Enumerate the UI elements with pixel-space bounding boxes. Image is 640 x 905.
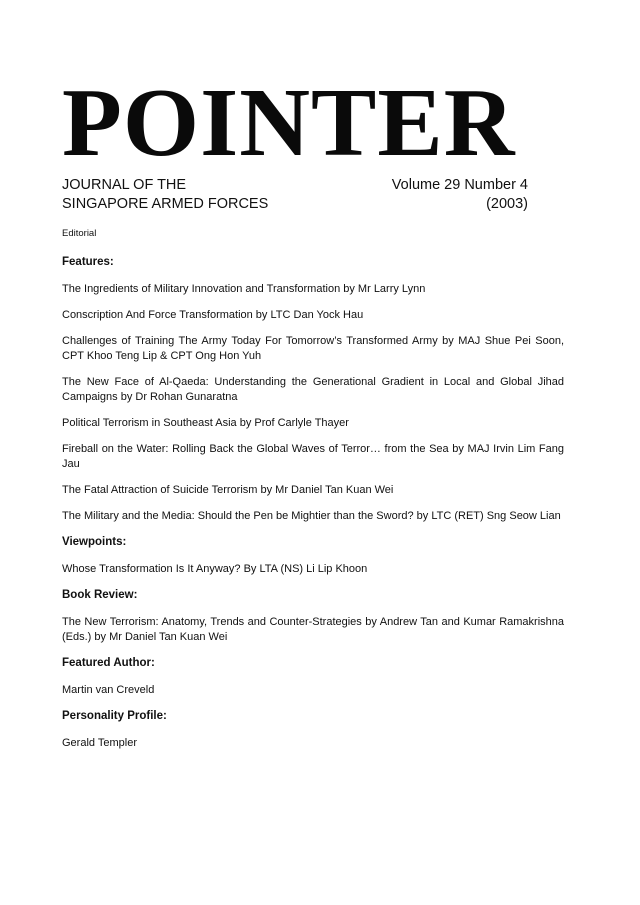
journal-info-row-1: [62, 176, 528, 195]
feature-item: The Military and the Media: Should the Pen be Mightier than the Sword? by LTC (RET) Sng Seow Lian: [62, 510, 561, 522]
publication-year: (2003): [486, 196, 528, 212]
journal-name-line-1: JOURNAL OF THE: [62, 177, 187, 193]
personality-profile-item: Gerald Templer: [62, 737, 137, 749]
feature-item: Challenges of Training The Army Today For Tomorrow’s Transformed Army by MAJ Shue Pei Soon, CPT Khoo Teng Lip & CPT Ong Hon Yuh: [62, 335, 564, 362]
masthead-title: POINTER: [62, 69, 516, 177]
viewpoints-heading: Viewpoints:: [62, 536, 127, 548]
book-review-item: The New Terrorism: Anatomy, Trends and Counter-Strategies by Andrew Tan and Kumar Ramakrishna (Eds.) by Mr Daniel Tan Kuan Wei: [62, 616, 564, 643]
feature-item: Political Terrorism in Southeast Asia by Prof Carlyle Thayer: [62, 417, 349, 429]
feature-item: The Ingredients of Military Innovation and Transformation by Mr Larry Lynn: [62, 283, 426, 295]
journal-info: [62, 176, 528, 214]
features-heading: Features:: [62, 256, 114, 268]
feature-item: The New Face of Al-Qaeda: Understanding the Generational Gradient in Local and Global Jihad Campaigns by Dr Rohan Gunaratna: [62, 376, 564, 403]
journal-info-row-2: [62, 195, 528, 214]
feature-item: The Fatal Attraction of Suicide Terrorism by Mr Daniel Tan Kuan Wei: [62, 484, 394, 496]
featured-author-item: Martin van Creveld: [62, 684, 155, 696]
editorial-entry: Editorial: [62, 228, 97, 239]
table-of-contents: [62, 226, 564, 762]
volume-number: Volume 29 Number 4: [391, 177, 528, 193]
book-review-heading: Book Review:: [62, 589, 138, 601]
featured-author-heading: Featured Author:: [62, 657, 155, 669]
viewpoint-item: Whose Transformation Is It Anyway? By LTA (NS) Li Lip Khoon: [62, 563, 368, 575]
journal-name-line-2: SINGAPORE ARMED FORCES: [62, 196, 269, 212]
personality-profile-heading: Personality Profile:: [62, 710, 167, 722]
feature-item: Fireball on the Water: Rolling Back the Global Waves of Terror… from the Sea by MAJ Irvin Lim Fang Jau: [62, 443, 564, 470]
feature-item: Conscription And Force Transformation by LTC Dan Yock Hau: [62, 309, 364, 321]
